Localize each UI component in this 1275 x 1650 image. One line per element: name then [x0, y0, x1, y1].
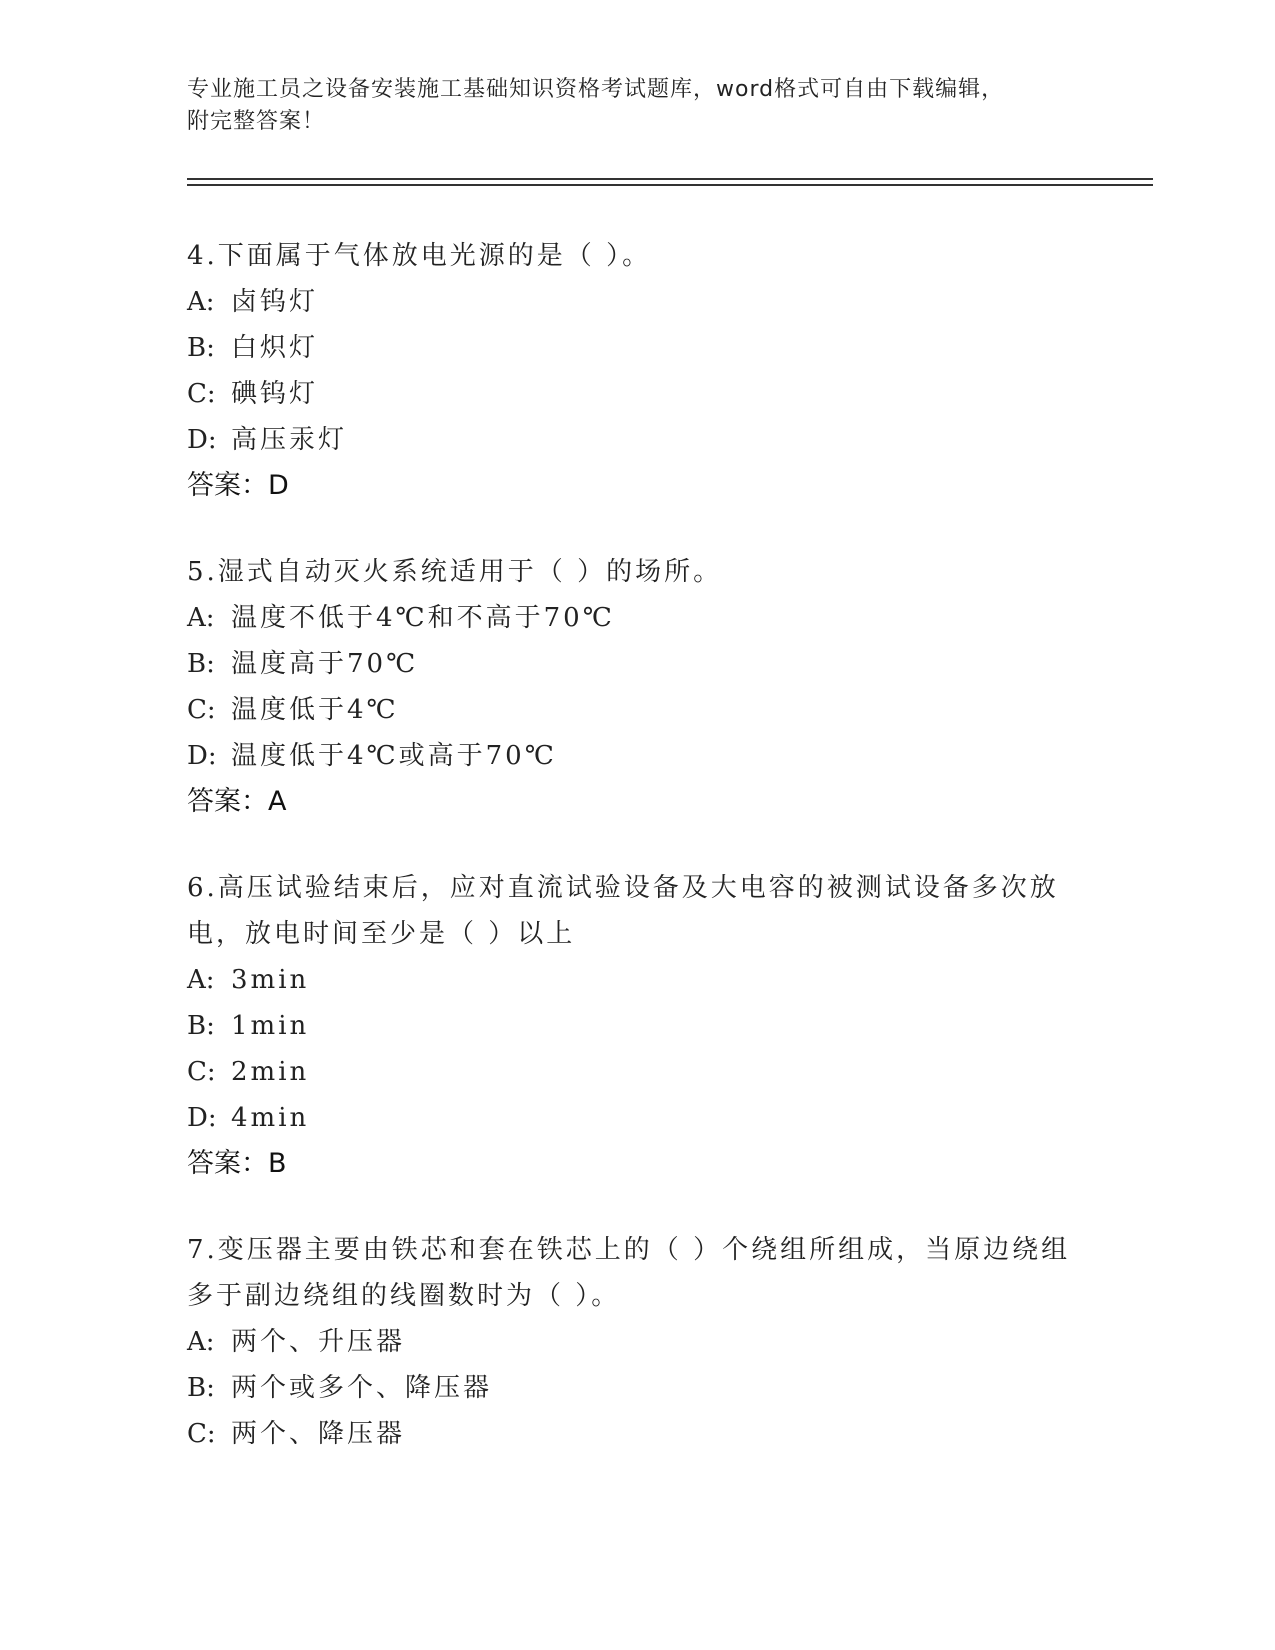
option-key: C: — [187, 695, 216, 725]
option-b — [187, 325, 1087, 371]
option-key: C: — [187, 1057, 216, 1087]
option-key: A: — [187, 965, 215, 995]
option-key: D: — [187, 741, 217, 771]
option-c — [187, 1411, 1087, 1457]
option-c — [187, 371, 1087, 417]
option-text: 温度不低于4℃和不高于70℃ — [231, 603, 615, 633]
option-text: 两个、升压器 — [231, 1327, 406, 1357]
option-text: 温度高于70℃ — [231, 649, 419, 679]
option-key: B: — [187, 649, 215, 679]
question-stem: 6.高压试验结束后，应对直流试验设备及大电容的被测试设备多次放 — [187, 873, 1059, 903]
option-a — [187, 279, 1087, 325]
option-a — [187, 1319, 1087, 1365]
option-text: 温度低于4℃或高于70℃ — [231, 741, 557, 771]
option-key: C: — [187, 379, 216, 409]
option-d — [187, 1095, 1087, 1141]
option-text: 温度低于4℃ — [231, 695, 399, 725]
question-4 — [187, 233, 1087, 509]
option-text: 碘钨灯 — [231, 379, 319, 409]
question-stem: 7.变压器主要由铁芯和套在铁芯上的（ ）个绕组所组成，当原边绕组 — [187, 1235, 1071, 1265]
option-text: 卤钨灯 — [231, 287, 319, 317]
option-b — [187, 1365, 1087, 1411]
question-stem-continued: 多于副边绕组的线圈数时为（ ）。 — [187, 1281, 621, 1311]
option-text: 4min — [231, 1103, 310, 1133]
answer-line: 答案：A — [187, 786, 287, 817]
header-line-2: 附完整答案！ — [187, 109, 326, 134]
answer-line: 答案：D — [187, 470, 289, 501]
option-key: D: — [187, 1103, 217, 1133]
option-c — [187, 1049, 1087, 1095]
option-d — [187, 733, 1087, 779]
option-text: 2min — [231, 1057, 310, 1087]
option-a — [187, 957, 1087, 1003]
question-6 — [187, 865, 1087, 1187]
option-key: B: — [187, 1011, 215, 1041]
option-key: B: — [187, 1373, 215, 1403]
option-text: 3min — [231, 965, 310, 995]
option-text: 两个或多个、降压器 — [231, 1373, 493, 1403]
option-c — [187, 687, 1087, 733]
header-line-1: 专业施工员之设备安装施工基础知识资格考试题库，word格式可自由下载编辑， — [187, 77, 1005, 102]
option-text: 两个、降压器 — [231, 1419, 406, 1449]
header-divider-top — [187, 178, 1153, 180]
option-key: C: — [187, 1419, 216, 1449]
question-stem: 5.湿式自动灭火系统适用于（ ）的场所。 — [187, 557, 723, 587]
option-a — [187, 595, 1087, 641]
option-d — [187, 417, 1087, 463]
option-b — [187, 1003, 1087, 1049]
document-header — [187, 74, 1087, 138]
option-text: 高压汞灯 — [231, 425, 348, 455]
question-5 — [187, 549, 1087, 825]
question-list — [187, 233, 1087, 1497]
option-text: 1min — [231, 1011, 310, 1041]
question-7 — [187, 1227, 1087, 1457]
option-key: A: — [187, 1327, 215, 1357]
header-divider-bottom — [187, 184, 1153, 186]
question-stem: 4.下面属于气体放电光源的是（ ）。 — [187, 241, 652, 271]
answer-line: 答案：B — [187, 1148, 287, 1179]
option-key: B: — [187, 333, 215, 363]
option-b — [187, 641, 1087, 687]
option-key: A: — [187, 287, 215, 317]
option-key: D: — [187, 425, 217, 455]
question-stem-continued: 电，放电时间至少是（ ）以上 — [187, 919, 576, 949]
option-text: 白炽灯 — [231, 333, 319, 363]
option-key: A: — [187, 603, 215, 633]
